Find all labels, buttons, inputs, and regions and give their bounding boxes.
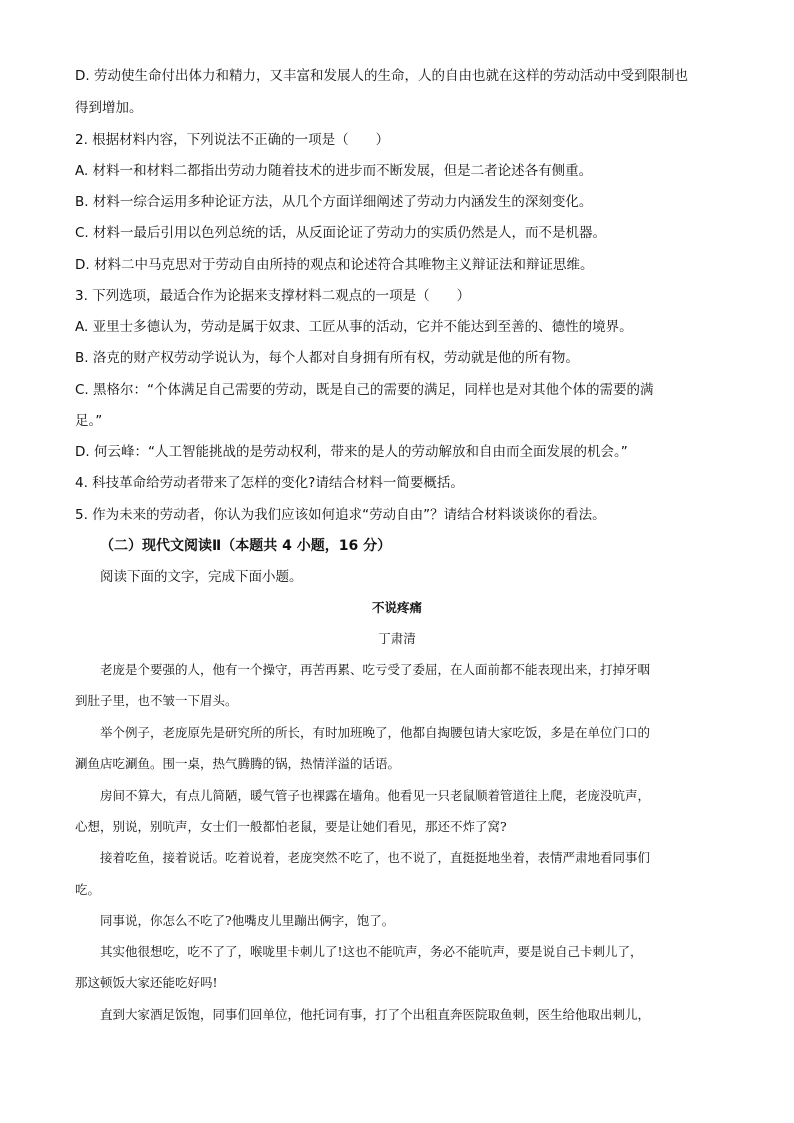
story-author: 丁肃清 [378, 631, 416, 646]
q3-option-c-line1: C. 黑格尔：“个体满足自己需要的劳动，既是自己的需要的满足，同样也是对其他个体的需要的满 [75, 382, 654, 398]
q4-stem: 4. 科技革命给劳动者带来了怎样的变化?请结合材料一简要概括。 [75, 475, 464, 491]
q3-option-c-line2: 足。” [75, 413, 103, 429]
story-p7: 直到大家酒足饭饱，同事们回单位，他托词有事，打了个出租直奔医院取鱼刺，医生给他取出刺儿， [100, 1007, 651, 1022]
story-p3-line2: 心想，别说，别吭声，女士们一般都怕老鼠，要是让她们看见，那还不炸了窝? [75, 819, 507, 834]
story-p2-line1: 举个例子，老庞原先是研究所的所长，有时加班晚了，他都自掏腰包请大家吃饭，多是在单位门口的 [100, 725, 651, 740]
q3-stem: 3. 下列选项，最适合作为论据来支撑材料二观点的一项是（ ） [75, 288, 471, 304]
story-p4-line1: 接着吃鱼，接着说话。吃着说着，老庞突然不吃了，也不说了，直挺挺地坐着，表情严肃地看同事们 [100, 850, 651, 865]
section-title: （二）现代文阅读Ⅱ（本题共 4 小题，16 分） [100, 538, 392, 554]
q3-option-a: A. 亚里士多德认为，劳动是属于奴隶、工匠从事的活动，它并不能达到至善的、德性的境界。 [75, 319, 633, 335]
story-p2-line2: 涮鱼店吃涮鱼。围一桌，热气腾腾的锅，热情洋溢的话语。 [75, 756, 401, 771]
q2-option-d: D. 材料二中马克思对于劳动自由所持的观点和论述符合其唯物主义辩证法和辩证思维。 [75, 257, 594, 273]
section-instruction: 阅读下面的文字，完成下面小题。 [100, 569, 303, 585]
story-p5: 同事说，你怎么不吃了?他嘴皮儿里蹦出俩字，饱了。 [100, 913, 395, 928]
q1-option-d-line1: D. 劳动使生命付出体力和精力，又丰富和发展人的生命，人的自由也就在这样的劳动活动中受到限制也 [75, 68, 688, 84]
q5-stem: 5. 作为未来的劳动者，你认为我们应该如何追求“劳动自由”？请结合材料谈谈你的看法。 [75, 507, 606, 523]
q1-option-d-line2: 得到增加。 [75, 100, 143, 116]
q3-option-d: D. 何云峰：“人工智能挑战的是劳动权利，带来的是人的劳动解放和自由而全面发展的机会。” [75, 444, 628, 460]
story-p3-line1: 房间不算大，有点儿简陋，暖气管子也裸露在墙角。他看见一只老鼠顺着管道往上爬，老庞没吭声， [100, 788, 651, 803]
story-p6-line1: 其实他很想吃，吃不了了，喉咙里卡刺儿了!这也不能吭声，务必不能吭声，要是说自己卡刺儿了， [100, 944, 643, 959]
q2-stem: 2. 根据材料内容，下列说法不正确的一项是（ ） [75, 132, 390, 148]
story-p1-line2: 到肚子里，也不皱一下眉头。 [75, 693, 238, 708]
q2-option-b: B. 材料一综合运用多种论证方法，从几个方面详细阐述了劳动力内涵发生的深刻变化。 [75, 194, 593, 210]
q2-option-c: C. 材料一最后引用以色列总统的话，从反面论证了劳动力的实质仍然是人，而不是机器。 [75, 225, 607, 241]
story-p6-line2: 那这顿饭大家还能吃好吗! [75, 975, 218, 990]
story-title: 不说疼痛 [371, 600, 422, 615]
story-p4-line2: 吃。 [75, 882, 101, 897]
q3-option-b: B. 洛克的财产权劳动学说认为，每个人都对自身拥有所有权，劳动就是他的所有物。 [75, 350, 579, 366]
story-p1-line1: 老庞是个要强的人，他有一个操守，再苦再累、吃亏受了委屈，在人面前都不能表现出来，打掉牙咽 [100, 662, 651, 677]
q2-option-a: A. 材料一和材料二都指出劳动力随着技术的进步而不断发展，但是二者论述各有侧重。 [75, 163, 593, 179]
